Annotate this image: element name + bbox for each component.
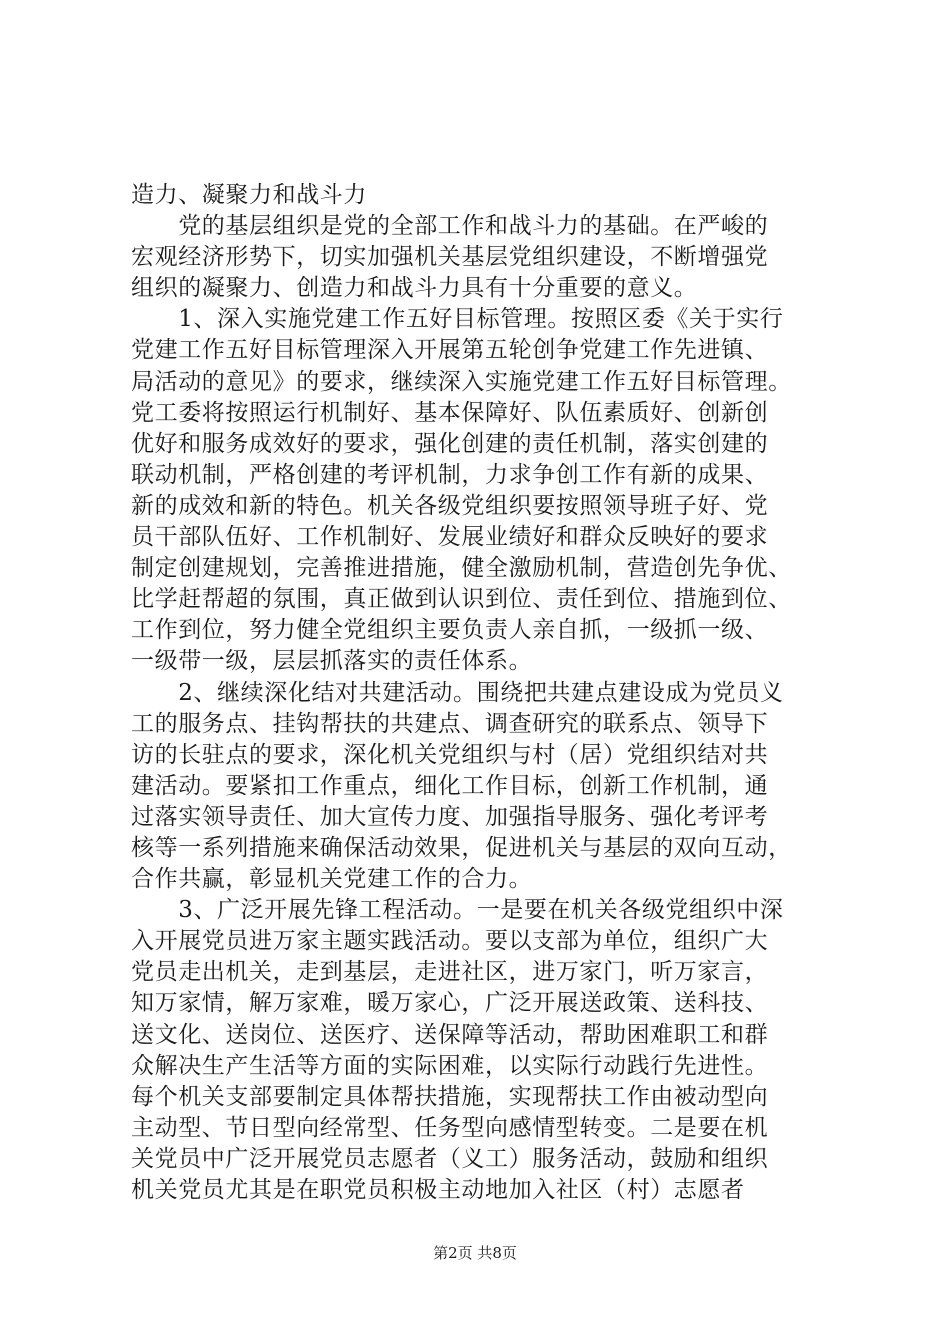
text-line: 合作共赢，彰显机关党建工作的合力。 [131,866,533,893]
text-line: 宏观经济形势下，切实加强机关基层党组织建设，不断增强党 [131,244,769,271]
text-line: 过落实领导责任、加大宣传力度、加强指导服务、强化考评考 [131,803,769,830]
text-line: 核等一系列措施来确保活动效果，促进机关与基层的双向互动， [131,834,792,861]
text-line: 1、深入实施党建工作五好目标管理。按照区委《关于实行 [131,306,784,333]
text-line: 关党员中广泛开展党员志愿者（义工）服务活动，鼓励和组织 [131,1145,769,1172]
text-line: 联动机制，严格创建的考评机制，力求争创工作有新的成果、 [131,461,769,488]
text-line: 工的服务点、挂钩帮扶的共建点、调查研究的联系点、领导下 [131,710,769,737]
body-text [131,180,831,1206]
text-line: 机关党员尤其是在职党员积极主动地加入社区（村）志愿者 [131,1177,745,1203]
text-line: 一级带一级，层层抓落实的责任体系。 [131,648,533,675]
text-line: 每个机关支部要制定具体帮扶措施，实现帮扶工作由被动型向 [131,1083,769,1110]
text-line: 党建工作五好目标管理深入开展第五轮创争党建工作先进镇、 [131,337,769,364]
text-line: 党工委将按照运行机制好、基本保障好、队伍素质好、创新创 [131,399,769,426]
text-line: 知万家情，解万家难，暖万家心，广泛开展送政策、送科技、 [131,990,769,1017]
page-footer: 第2页 共8页 [433,1244,517,1262]
text-line: 组织的凝聚力、创造力和战斗力具有十分重要的意义。 [131,275,698,302]
text-line: 入开展党员进万家主题实践活动。要以支部为单位，组织广大 [131,928,769,955]
text-line: 党员走出机关，走到基层，走进社区，进万家门，听万家言， [131,959,769,986]
text-line: 员干部队伍好、工作机制好、发展业绩好和群众反映好的要求 [131,524,769,551]
text-line: 新的成效和新的特色。机关各级党组织要按照领导班子好、党 [131,492,769,519]
text-line: 造力、凝聚力和战斗力 [131,182,367,208]
text-line: 优好和服务成效好的要求，强化创建的责任机制，落实创建的 [131,430,769,457]
text-line: 党的基层组织是党的全部工作和战斗力的基础。在严峻的 [131,213,769,240]
text-line: 访的长驻点的要求，深化机关党组织与村（居）党组织结对共 [131,741,769,768]
text-line: 制定创建规划，完善推进措施，健全激励机制，营造创先争优、 [131,555,792,582]
text-line: 3、广泛开展先锋工程活动。一是要在机关各级党组织中深 [131,897,784,924]
text-line: 2、继续深化结对共建活动。围绕把共建点建设成为党员义 [131,679,784,706]
text-line: 主动型、节日型向经常型、任务型向感情型转变。二是要在机 [131,1114,769,1141]
text-line: 比学赶帮超的氛围，真正做到认识到位、责任到位、措施到位、 [131,586,792,613]
text-line: 送文化、送岗位、送医疗、送保障等活动，帮助困难职工和群 [131,1021,769,1048]
text-line: 众解决生产生活等方面的实际困难，以实际行动践行先进性。 [131,1052,769,1079]
text-line: 建活动。要紧扣工作重点，细化工作目标，创新工作机制，通 [131,772,769,799]
text-line: 工作到位，努力健全党组织主要负责人亲自抓，一级抓一级、 [131,617,769,644]
text-line: 局活动的意见》的要求，继续深入实施党建工作五好目标管理。 [131,368,792,395]
